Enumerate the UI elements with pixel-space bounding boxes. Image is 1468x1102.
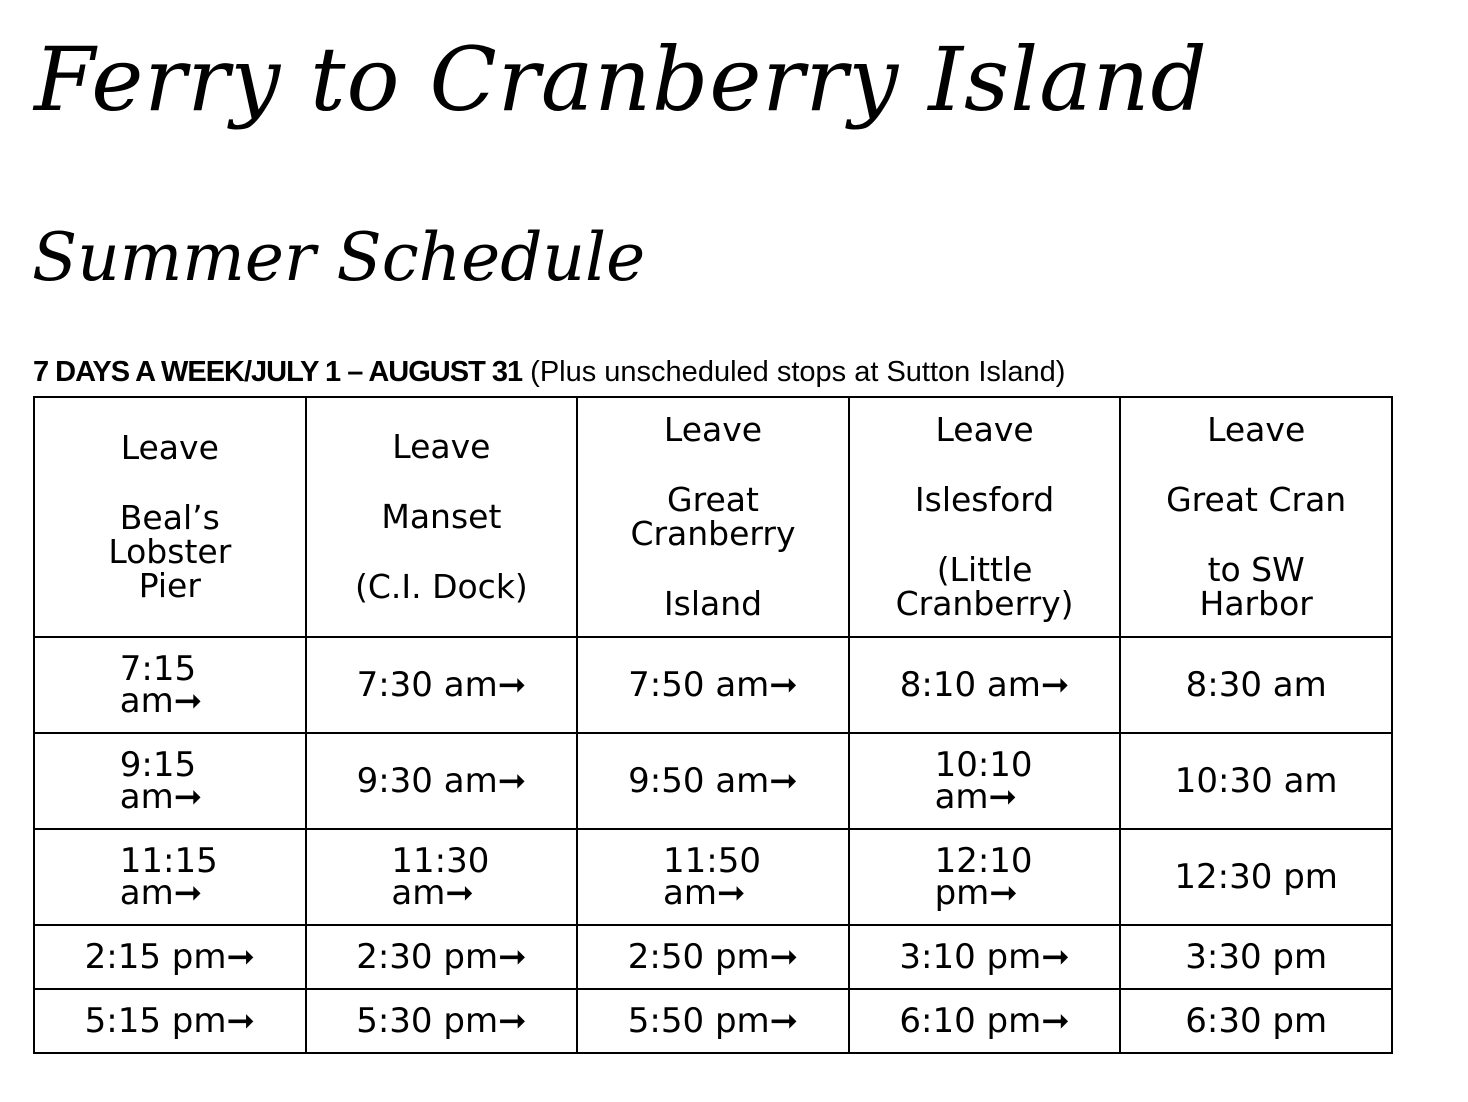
header-line: Great [667, 480, 759, 519]
arrow-right-icon: ➞ [1040, 665, 1070, 705]
time-text: 12:10 pm [934, 841, 1033, 913]
header-leave-label: Leave [120, 428, 219, 467]
arrow-right-icon: ➞ [988, 777, 1018, 817]
time-cell [306, 829, 578, 925]
time-text: 6:30 pm [1185, 1001, 1328, 1041]
header-line: Manset [381, 497, 502, 536]
time-text: 8:10 am [899, 665, 1041, 705]
time-cell [306, 733, 578, 829]
departure-time [1185, 937, 1328, 977]
time-cell [577, 637, 849, 733]
time-text: 2:15 pm [84, 937, 227, 977]
time-cell [1120, 925, 1392, 989]
time-cell [849, 829, 1121, 925]
time-text: 11:15 am [119, 841, 218, 913]
header-line: Beal’s [119, 498, 220, 537]
departure-time [1174, 857, 1338, 897]
departure-time [119, 745, 220, 817]
arrow-right-icon: ➞ [716, 873, 746, 913]
departure-time [1185, 665, 1327, 705]
departure-time [934, 841, 1035, 913]
header-manset [306, 397, 578, 637]
header-line: Islesford [914, 480, 1055, 519]
time-text: 3:10 pm [899, 937, 1042, 977]
header-line: Harbor [1199, 584, 1313, 623]
departure-time [1174, 761, 1338, 801]
arrow-right-icon: ➞ [497, 665, 527, 705]
time-cell [34, 925, 306, 989]
table-row [34, 637, 1392, 733]
departure-time [1185, 1001, 1328, 1041]
departure-time [627, 937, 799, 977]
header-line: (Little [936, 550, 1033, 589]
time-cell [577, 829, 849, 925]
arrow-right-icon: ➞ [1041, 937, 1070, 977]
time-cell [1120, 829, 1392, 925]
departure-time [899, 1001, 1070, 1041]
departure-time [84, 1001, 255, 1041]
header-great-cranberry-island [577, 397, 849, 637]
time-cell [849, 989, 1121, 1053]
time-cell [1120, 637, 1392, 733]
table-row [34, 989, 1392, 1053]
departure-time [119, 841, 220, 913]
departure-time [119, 649, 220, 721]
header-leave-label: Leave [935, 410, 1034, 449]
time-cell [577, 733, 849, 829]
page-subtitle: Summer Schedule [32, 219, 646, 296]
arrow-right-icon: ➞ [1041, 1001, 1070, 1041]
arrow-right-icon: ➞ [989, 873, 1018, 913]
header-line: Great Cran [1166, 480, 1347, 519]
header-line: (C.I. Dock) [354, 567, 528, 606]
arrow-right-icon: ➞ [769, 1001, 799, 1041]
time-cell [849, 925, 1121, 989]
departure-time [899, 937, 1070, 977]
table-row [34, 829, 1392, 925]
schedule-table [33, 396, 1393, 1054]
departure-time [627, 1001, 799, 1041]
time-text: 2:30 pm [356, 937, 499, 977]
arrow-right-icon: ➞ [445, 873, 474, 913]
header-leave-label: Leave [392, 427, 491, 466]
time-text: 9:50 am [628, 761, 770, 801]
time-cell [34, 733, 306, 829]
header-great-cran-to-sw-harbor [1120, 397, 1392, 637]
time-text: 9:30 am [356, 761, 498, 801]
arrow-right-icon: ➞ [769, 937, 799, 977]
header-leave-label: Leave [1207, 410, 1306, 449]
header-line: Pier [138, 566, 201, 605]
time-text: 10:30 am [1174, 761, 1338, 801]
header-line: Island [663, 584, 763, 623]
time-text: 6:10 pm [899, 1001, 1042, 1041]
arrow-right-icon: ➞ [769, 761, 798, 801]
arrow-right-icon: ➞ [226, 937, 255, 977]
departure-time [356, 937, 527, 977]
time-cell [306, 989, 578, 1053]
departure-time [356, 1001, 527, 1041]
departure-time [391, 841, 491, 913]
time-cell [34, 989, 306, 1053]
time-text: 10:10 am [934, 745, 1033, 817]
departure-time [356, 665, 527, 705]
time-cell [1120, 733, 1392, 829]
time-cell [306, 925, 578, 989]
departure-time [662, 841, 763, 913]
time-cell [577, 925, 849, 989]
time-cell [306, 637, 578, 733]
page-title: Ferry to Cranberry Island [34, 28, 1208, 131]
time-text: 7:50 am [628, 665, 770, 705]
header-line: Lobster [108, 532, 232, 571]
time-text: 8:30 am [1185, 665, 1327, 705]
time-cell [1120, 989, 1392, 1053]
schedule-days-line [33, 354, 1065, 390]
arrow-right-icon: ➞ [173, 777, 203, 817]
departure-time [84, 937, 255, 977]
time-text: 2:50 pm [627, 937, 770, 977]
departure-time [899, 665, 1070, 705]
time-text: 9:15 am [119, 745, 197, 817]
departure-time [934, 745, 1035, 817]
header-leave-label: Leave [663, 410, 763, 449]
header-line: to SW [1207, 550, 1305, 589]
arrow-right-icon: ➞ [173, 681, 203, 721]
arrow-right-icon: ➞ [173, 873, 203, 913]
departure-time [628, 665, 798, 705]
table-row [34, 733, 1392, 829]
days-note: (Plus unscheduled stops at Sutton Island) [530, 356, 1066, 388]
arrow-right-icon: ➞ [769, 665, 798, 705]
time-text: 3:30 pm [1185, 937, 1328, 977]
time-cell [849, 733, 1121, 829]
time-text: 5:15 pm [84, 1001, 227, 1041]
header-line: Cranberry [630, 514, 796, 553]
arrow-right-icon: ➞ [226, 1001, 255, 1041]
header-line: Cranberry) [895, 584, 1074, 623]
time-text: 12:30 pm [1174, 857, 1338, 897]
time-text: 11:50 am [662, 841, 761, 913]
header-beals-lobster-pier [34, 397, 306, 637]
days-label: 7 DAYS A WEEK/JULY 1 – AUGUST 31 [33, 356, 523, 388]
arrow-right-icon: ➞ [497, 761, 527, 801]
time-cell [849, 637, 1121, 733]
time-text: 5:30 pm [356, 1001, 499, 1041]
time-text: 5:50 pm [627, 1001, 770, 1041]
time-text: 11:30 am [391, 841, 490, 913]
arrow-right-icon: ➞ [498, 1001, 527, 1041]
departure-time [628, 761, 798, 801]
arrow-right-icon: ➞ [498, 937, 527, 977]
time-cell [577, 989, 849, 1053]
time-text: 7:15 am [119, 649, 197, 721]
time-cell [34, 637, 306, 733]
header-islesford [849, 397, 1121, 637]
table-row [34, 925, 1392, 989]
time-text: 7:30 am [356, 665, 498, 705]
header-row [34, 397, 1392, 637]
departure-time [356, 761, 527, 801]
time-cell [34, 829, 306, 925]
